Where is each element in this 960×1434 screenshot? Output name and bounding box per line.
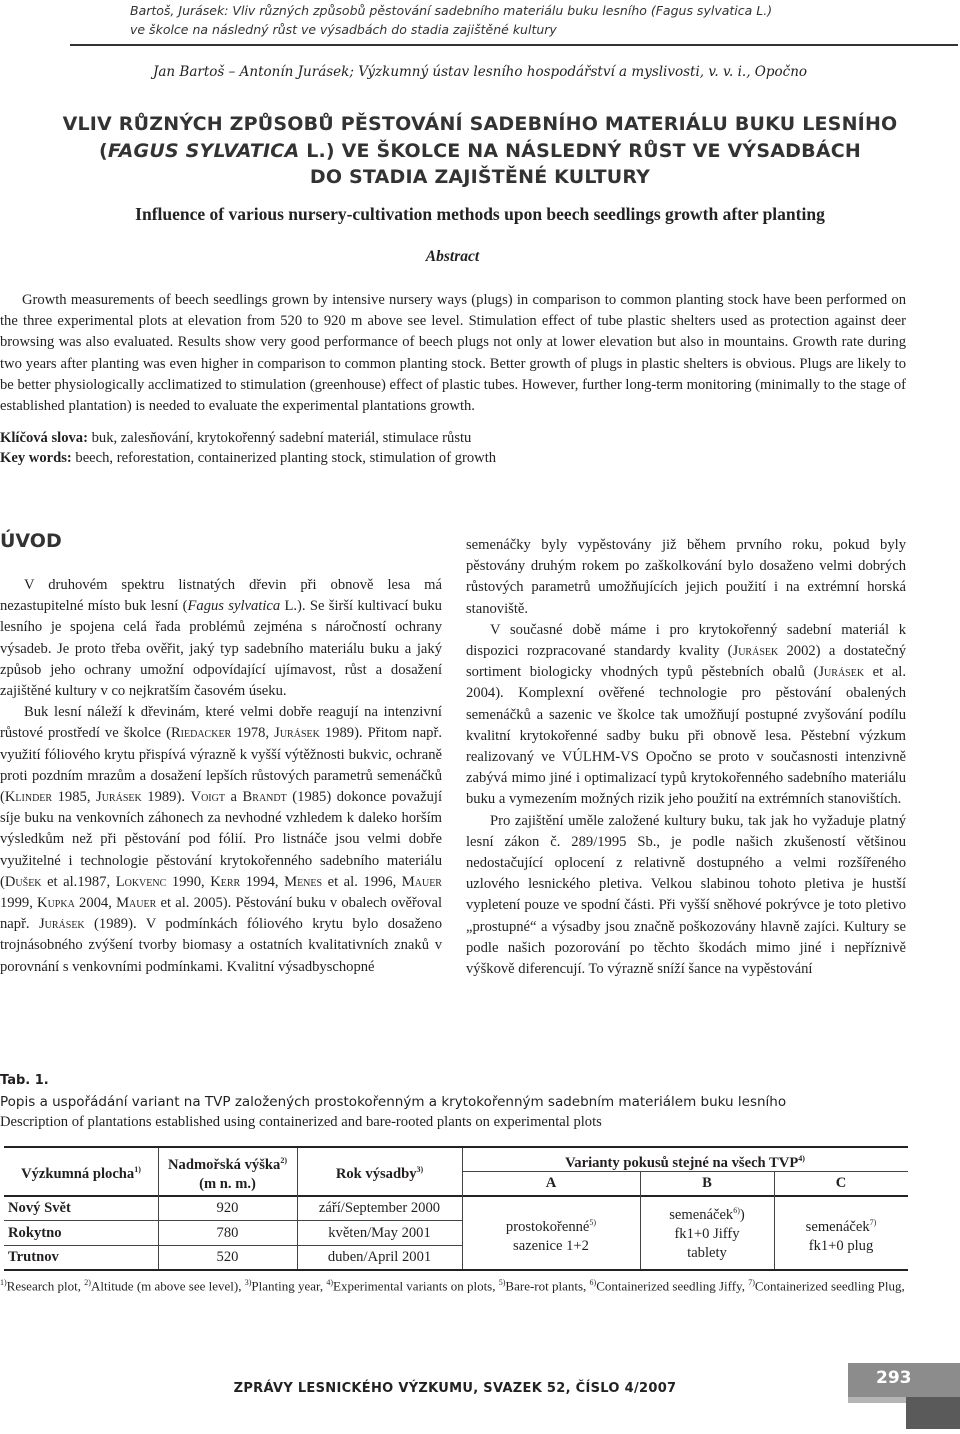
footnote-text: Altitude (m above see level), xyxy=(90,1278,245,1294)
body-column-left xyxy=(0,575,442,978)
keywords-czech-label: Klíčová slova: xyxy=(0,430,88,446)
header-text: Varianty pokusů stejné na všech TVP xyxy=(565,1154,799,1171)
footnote-text: Planting year, xyxy=(251,1278,327,1294)
footnote-mark: 2) xyxy=(280,1156,287,1165)
cell-plot: Nový Svět xyxy=(8,1200,71,1216)
citation-author: Klinder xyxy=(4,789,53,806)
citation-author: Kerr xyxy=(210,873,241,890)
variant-text: semenáček xyxy=(805,1218,870,1235)
cell-variant-b xyxy=(640,1201,774,1263)
keywords-czech xyxy=(0,428,906,448)
footnote-mark: 7) xyxy=(869,1218,877,1227)
text-run: 2004, xyxy=(74,895,117,912)
citation-author: Jurásek xyxy=(818,664,865,681)
species-name: Fagus sylvatica xyxy=(187,598,281,615)
footnote-mark: 1) xyxy=(0,1278,7,1287)
text-run: 1994, xyxy=(240,873,285,890)
running-head-line-1: Bartoš, Jurásek: Vliv různých způsobů pěstování sadebního materiálu buku lesního (Fagus sylvatica L.) xyxy=(130,3,773,18)
footnote-mark: 4) xyxy=(326,1278,334,1287)
text-run: 1978, xyxy=(231,725,275,742)
keywords-block xyxy=(0,428,906,468)
table-caption-czech: Popis a uspořádání variant na TVP založených prostokořenným a krytokořenným sadebním materiálem buku lesního xyxy=(0,1094,787,1110)
title-line-3: DO STADIA ZAJIŠTĚNÉ KULTURY xyxy=(309,166,651,188)
page-number: 293 xyxy=(876,1368,912,1388)
title-species: FAGUS SYLVATICA xyxy=(107,139,300,162)
abstract-text: Growth measurements of beech seedlings grown by intensive nursery ways (plugs) in comparison to common planting stock have been performed on the three experimental plots at elevation from 520 to 920 m above see level. Stimulation effect of tube plastic shelters used as protection against deer browsing was also evaluated. Results show very good performance of beech plugs not only at lower elevation but also in mountains. Growth rate during two years after planting was even higher in comparison to common planting stock. Better growth of plugs in plastic shelters is obvious. Plugs are likely to be better physiologically acclimatized to stimulation (greenhouse) effect of plastic tubes. However, further long-term monitoring (minimally to the stage of established plantation) is needed to evaluate the experimental plantations growth. xyxy=(0,292,906,415)
citation-author: Jurásek xyxy=(274,725,320,742)
text-run: L.). Se širší kultivací buku lesního je spojena celá řada problémů zejména s náročností ochrany výsadeb. Je proto třeba ověřit, jaký typ sadebního materiálu buku a jaký způsob jeho ochrany umožní odpovídající ujímavost, růst a dosažení zajištěné kultury v co nejkratším časovém úseku. xyxy=(0,598,442,700)
variant-text: fk1+0 Jiffy xyxy=(674,1225,740,1242)
citation-author: Mauer xyxy=(401,873,442,890)
section-heading-uvod: ÚVOD xyxy=(0,530,62,552)
table-footnote xyxy=(0,1274,908,1295)
text-run: et al. 2005). Pěstování buku v obalech ověřoval např. xyxy=(0,895,443,933)
footnote-mark: 1) xyxy=(134,1165,141,1174)
citation-author: Dušek xyxy=(4,873,42,890)
title-line-1: VLIV RŮZNÝCH ZPŮSOBŮ PĚSTOVÁNÍ SADEBNÍHO MATERIÁLU BUKU LESNÍHO xyxy=(62,113,898,135)
footnote-text: Containerized seedling Plug, xyxy=(754,1278,905,1294)
citation-author: Menes xyxy=(284,873,323,890)
footnote-text: Bare-rot plants, xyxy=(505,1278,590,1294)
cell-variant-c xyxy=(774,1213,908,1256)
table-top-rule xyxy=(4,1146,908,1148)
variant-text: sazenice 1+2 xyxy=(513,1237,589,1254)
text-run: 1989). Přitom např. využití fóliového krytu přispívá výrazně k vyšší výtěžnosti bukvic, ochraně proti pozdním mrazům a dosažení lepších růstových parametrů semenáčků ( xyxy=(0,725,442,806)
text-run: 1989). xyxy=(141,789,191,806)
footnote-mark: 5) xyxy=(498,1278,506,1287)
text-run: 1985, xyxy=(52,789,97,806)
text-run: (1989). V podmínkách fóliového krytu bylo dosaženo trojnásobného zvýšení tvorby biomasy a ostatních kvalitativních znaků v porovnání s venkovními podmínkami. Kvalitní výsadbyschopné xyxy=(0,916,442,975)
footnote-mark: 7) xyxy=(748,1278,755,1287)
footnote-text: Research plot, xyxy=(6,1278,85,1294)
header-year xyxy=(297,1160,462,1184)
citation-author: Voigt xyxy=(190,789,225,806)
cell-variant-a xyxy=(462,1213,640,1256)
footnote-mark: 6) xyxy=(589,1278,597,1287)
running-head-line-2: ve školce na následný růst ve výsadbách do stadia zajištěné kultury xyxy=(130,22,557,37)
paragraph xyxy=(466,620,906,811)
footnote-mark: 5) xyxy=(589,1218,597,1227)
cell-plot: Rokytno xyxy=(8,1225,62,1241)
text-run: 1999, xyxy=(0,895,38,912)
header-text: Nadmořská výška xyxy=(168,1156,281,1173)
cell-altitude: 920 xyxy=(216,1200,239,1216)
title-czech xyxy=(40,111,920,191)
header-variants xyxy=(462,1149,908,1173)
citation-author: Brandt xyxy=(242,789,287,806)
running-head xyxy=(130,1,950,39)
variant-text: semenáček xyxy=(669,1206,734,1223)
header-rule xyxy=(70,44,958,46)
paragraph: Pro zajištění uměle založené kultury buku, tak jak ho vyžaduje platný lesní zákon č. 289/1995 Sb., je podle našich zkušeností většinou nedostačující oplocení z relativně dostupného a velmi rozšířeného uzlového lesnického pletiva. Velkou slabinou tohoto pletiva je hustší vypletení pouze ve spodní části. Při vyšší sněhové pokrývce je toto pletivo „prostupné“ a výsadby jsou značně poškozovány hlavně zajíci. Kultury se podle našich pozorování po těchto škodách mimo jiné i nepříznivě výškově diferencují. To výrazně sníží šance na vypěstování xyxy=(466,812,906,978)
keywords-czech-text: buk, zalesňování, krytokořenný sadební materiál, stimulace růstu xyxy=(87,430,472,446)
footnote-mark: 6) xyxy=(733,1206,740,1215)
paragraph xyxy=(0,575,442,702)
citation-author: Riedacker xyxy=(170,725,232,742)
title-english: Influence of various nursery-cultivation methods upon beech seedlings growth after planting xyxy=(135,204,825,224)
header-variant-c: C xyxy=(835,1175,847,1191)
header-text: Výzkumná plocha xyxy=(21,1165,135,1182)
text-run: et al.1987, xyxy=(41,873,116,890)
page-number-badge xyxy=(848,1363,960,1429)
plantation-table xyxy=(4,1146,908,1270)
title-line-2-rest: L.) VE ŠKOLCE NA NÁSLEDNÝ RŮST VE VÝSADBÁCH xyxy=(299,139,861,162)
paragraph: semenáčky byly vypěstovány již během prvního roku, pokud byly pěstovány druhým rokem po zaškolkování bylo dosaženo velmi dobrých růstových parametrů umožňujících jejich použití i na extrémní horská stanoviště. xyxy=(466,537,906,617)
citation-author: Jurásek xyxy=(732,643,779,660)
footnote-mark: 3) xyxy=(244,1278,252,1287)
cell-plot: Trutnov xyxy=(8,1249,59,1265)
text-run: 2002) a dostatečný sortiment biologicky vhodných typů pěstebních obalů ( xyxy=(466,643,906,681)
keywords-english-text: beech, reforestation, containerized planting stock, stimulation of growth xyxy=(71,450,497,466)
citation-author: Mauer xyxy=(116,895,157,912)
body-column-right xyxy=(466,535,906,980)
citation-author: Jurásek xyxy=(96,789,142,806)
variant-text: ) xyxy=(739,1206,745,1223)
variant-text: tablety xyxy=(687,1244,727,1261)
text-run: a xyxy=(224,789,243,806)
cell-altitude: 520 xyxy=(216,1249,239,1265)
citation-author: Jurásek xyxy=(38,916,85,933)
text-run: V současné době máme i pro krytokořenný sadební materiál k dispozici rozpracované standardy kvality ( xyxy=(466,621,906,660)
table-rule xyxy=(4,1220,462,1221)
text-run: et al. 1996, xyxy=(322,873,402,890)
text-run: V druhovém spektru listnatých dřevin při obnově lesa má nezastupitelné místo buk lesní ( xyxy=(0,577,442,615)
keywords-english xyxy=(0,448,906,468)
footnote-text: Experimental variants on plots, xyxy=(333,1278,499,1294)
footnote-mark: 2) xyxy=(84,1278,91,1287)
title-line-2 xyxy=(40,138,920,165)
cell-year: září/September 2000 xyxy=(318,1200,441,1216)
footnote-mark: 3) xyxy=(416,1165,424,1174)
authors-affiliation: Jan Bartoš – Antonín Jurásek; Výzkumný ústav lesního hospodářství a myslivosti, v. v. i., Opočno xyxy=(152,64,808,80)
cell-altitude: 780 xyxy=(216,1225,239,1241)
header-variant-b: B xyxy=(702,1175,712,1191)
header-text: (m n. m.) xyxy=(199,1175,256,1192)
variant-text: fk1+0 plug xyxy=(808,1237,874,1254)
footnote-text: Containerized seedling Jiffy, xyxy=(596,1278,749,1294)
paragraph xyxy=(0,702,442,978)
header-plot xyxy=(4,1160,158,1184)
text-run: (1985) dokonce považují síje buku na venkovních záhonech za nevhodné vzhledem k daleko horším výsledkům než při pěstování pod fólií. Pro listnáče jsou velmi dobře využitelné i technologie pěstování krytokořenného sadebního materiálu ( xyxy=(0,789,442,890)
cell-year: duben/April 2001 xyxy=(327,1249,432,1265)
table-rule xyxy=(4,1245,462,1246)
variant-text: prostokořenné xyxy=(505,1218,590,1235)
keywords-english-label: Key words: xyxy=(0,450,72,466)
cell-year: květen/May 2001 xyxy=(328,1225,431,1241)
table-label: Tab. 1. xyxy=(0,1073,49,1088)
title-paren: ( xyxy=(99,139,108,162)
text-run: et al. 2004). Komplexní ověřené technologie pro pěstování obalených semenáčků a sazenic ve školce tak umožňují postupné zvyšování podílu kvalitní krytokořenné sadby buku při obnově lesa. Pěstební výzkum realizovaný ve VÚLHM-VS Opočno se proto v současnosti intenzivně zabývá mimo jiné i optimalizací typů krytokořenného sadebního materiálu buku a vymezením možných rizik jeho použití na extrémních stanovištích. xyxy=(466,664,906,808)
table-caption-english: Description of plantations established using containerized and bare-rooted plants on experimental plots xyxy=(0,1114,602,1130)
footnote-mark: 4) xyxy=(798,1154,805,1163)
citation-author: Kupka xyxy=(37,895,75,912)
citation-author: Lokvenc xyxy=(115,873,167,890)
footer-journal: ZPRÁVY LESNICKÉHO VÝZKUMU, SVAZEK 52, ČÍSLO 4/2007 xyxy=(233,1381,677,1396)
header-variant-a: A xyxy=(545,1175,557,1191)
text-run: Buk lesní náleží k dřevinám, které velmi dobře reagují na intenzivní růstové prostředí ve školce ( xyxy=(0,704,442,742)
text-run: 1990, xyxy=(166,873,211,890)
header-text: Rok výsadby xyxy=(335,1165,417,1182)
abstract-heading: Abstract xyxy=(425,248,480,265)
table-bottom-rule xyxy=(4,1269,908,1271)
header-altitude xyxy=(158,1151,297,1194)
table-header-rule xyxy=(4,1195,908,1197)
